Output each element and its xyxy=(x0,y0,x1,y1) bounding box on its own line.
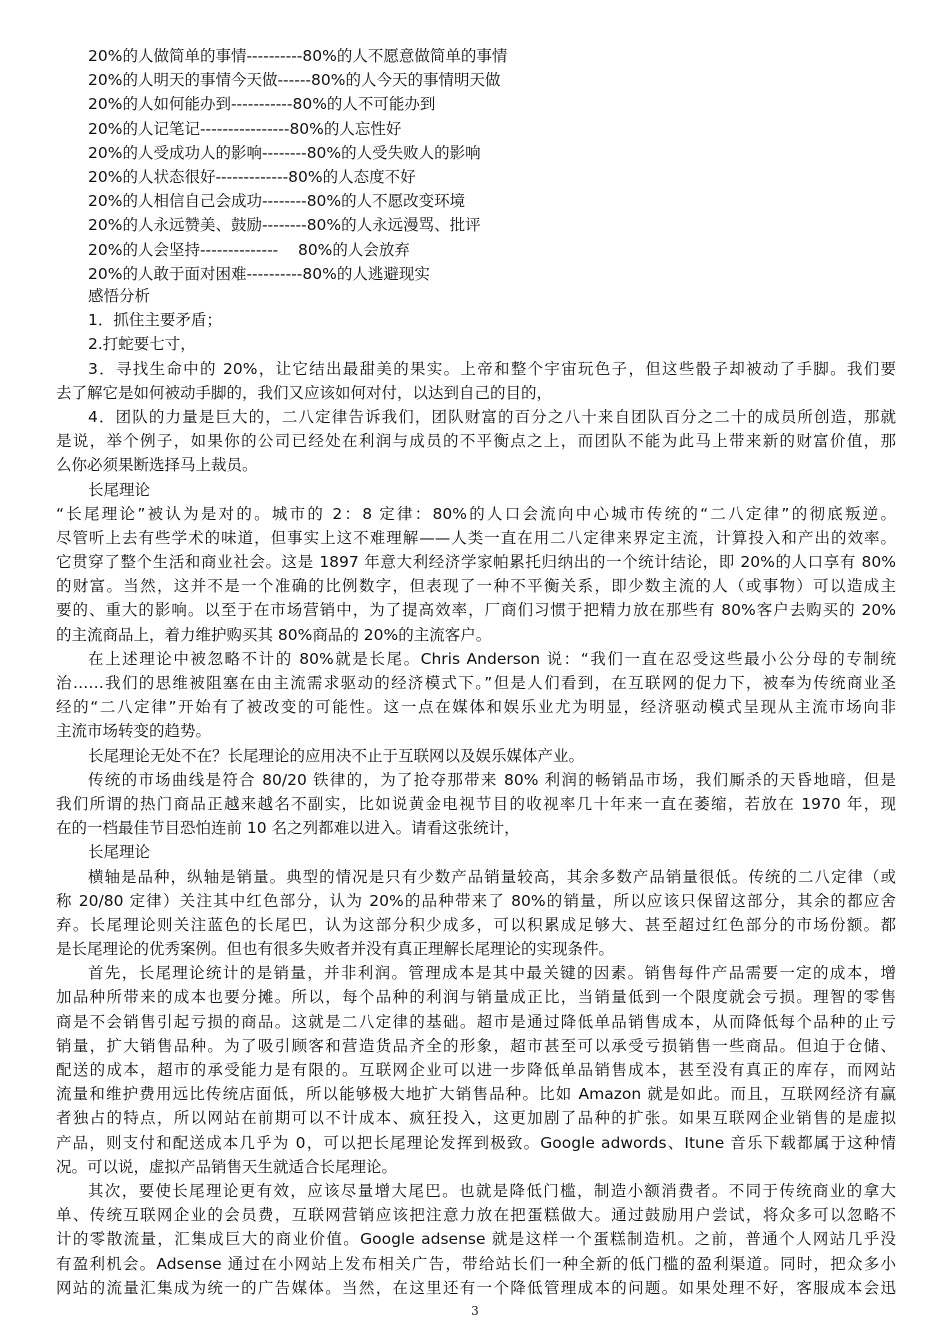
text-line: 尽管听上去有些学术的味道，但事实上这不难理解——人类一直在用二八定律来界定主流，计算投入和产出的效率。 xyxy=(56,528,896,547)
comparison-line: 20%的人如何能办到-----------80%的人不可能办到 xyxy=(88,95,436,114)
text-line: 治……我们的思维被阻塞在由主流需求驱动的经济模式下。”但是人们看到，在互联网的促力下，被奉为传统商业圣 xyxy=(56,674,896,692)
text-line: 的主流商品上，着力维护购买其 80%商品的 20%的主流客户。 xyxy=(56,625,492,644)
text-line: 4．团队的力量是巨大的，二八定律告诉我们，团队财富的百分之八十来自团队百分之二十的成员所创造，那就 xyxy=(88,407,896,426)
text-line: 感悟分析 xyxy=(88,287,151,305)
text-line: 是说，举个例子，如果你的公司已经处在利润与成员的不平衡点之上，而团队不能为此马上带来新的财富价值，那 xyxy=(56,432,896,451)
text-line: 弃。长尾理论则关注蓝色的长尾巴，认为这部分积少成多，可以积累成足够大、甚至超过红色部分的市场份额。都 xyxy=(56,915,896,934)
text-line: 长尾理论无处不在？长尾理论的应用决不止于互联网以及娱乐媒体产业。 xyxy=(88,746,585,765)
text-line: 加品种所带来的成本也要分摊。所以，每个品种的利润与销量成正比，当销量低到一个限度就会亏损。理智的零售 xyxy=(56,988,896,1007)
comparison-line: 20%的人相信自己会成功--------80%的人不愿改变环境 xyxy=(88,192,466,211)
text-line: 商是不会销售引起亏损的商品。这就是二八定律的基础。超市是通过降低单品销售成本，从而降低每个品种的止亏 xyxy=(56,1012,896,1031)
text-line: 其次，要使长尾理论更有效，应该尽量增大尾巴。也就是降低门槛，制造小额消费者。不同于传统商业的拿大 xyxy=(88,1181,896,1200)
text-line: 我们所谓的热门商品正越来越名不副实，比如说黄金电视节目的收视率几十年来一直在萎缩，若放在 1970 年，现 xyxy=(56,794,896,813)
comparison-line: 20%的人会坚持-------------- 80%的人会放弃 xyxy=(88,240,410,259)
text-line: 况。可以说，虚拟产品销售天生就适合长尾理论。 xyxy=(56,1157,398,1176)
body-text xyxy=(56,284,896,1300)
text-line: 长尾理论 xyxy=(88,843,151,862)
text-line: 者独占的特点，所以网站在前期可以不计成本、疯狂投入，这更加剧了品种的扩张。如果互联网企业销售的是虚拟 xyxy=(56,1109,896,1128)
text-line: “长尾理论”被认为是对的。城市的 2：8 定律：80%的人口会流向中心城市传统的“二八定律”的彻底叛逆。 xyxy=(56,504,896,523)
text-line: 首先，长尾理论统计的是销量，并非利润。管理成本是其中最关键的因素。销售每件产品需要一定的成本，增 xyxy=(88,964,896,983)
comparison-line: 20%的人明天的事情今天做------80%的人今天的事情明天做 xyxy=(88,71,501,90)
text-line: 网站的流量汇集成为统一的广告媒体。当然，在这里还有一个降低管理成本的问题。如果处理不好，客服成本会迅 xyxy=(56,1278,896,1297)
text-line: 是长尾理论的优秀案例。但也有很多失败者并没有真正理解长尾理论的实现条件。 xyxy=(56,940,615,959)
text-line: 长尾理论 xyxy=(88,480,151,499)
comparison-line: 20%的人状态很好-------------80%的人态度不好 xyxy=(88,167,416,186)
text-line: 么你必须果断选择马上裁员。 xyxy=(56,456,258,475)
comparison-line: 20%的人受成功人的影响--------80%的人受失败人的影响 xyxy=(88,143,481,162)
text-line: 去了解它是如何被动手脚的，我们又应该如何对付，以达到自己的目的， xyxy=(56,383,553,402)
text-line: 经的“二八定律”开始有了被改变的可能性。这一点在媒体和娱乐业尤为明显，经济驱动模式呈现从主流市场向非 xyxy=(56,698,896,717)
comparison-line: 20%的人做简单的事情----------80%的人不愿意做简单的事情 xyxy=(88,47,508,65)
text-line: 称 20/80 定律）关注其中红色部分，认为 20%的品种带来了 80%的销量，所以应该只保留这部分，其余的都应舍 xyxy=(56,891,896,910)
text-line: 销量，扩大销售品种。为了吸引顾客和营造货品齐全的形象，超市甚至可以承受亏损销售一些商品。但迫于仓储、 xyxy=(56,1036,896,1055)
text-line: 2.打蛇要七寸， xyxy=(88,335,196,354)
text-line: 配送的成本，超市的承受能力是有限的。互联网企业可以进一步降低单品销售成本，甚至没有真正的库存，而网站 xyxy=(56,1061,896,1079)
page-number: 3 xyxy=(471,1304,479,1318)
text-line: 1．抓住主要矛盾； xyxy=(88,311,222,330)
text-line: 单、传统互联网企业的会员费，互联网营销应该把注意力放在把蛋糕做大。通过鼓励用户尝试，将众多可以忽略不 xyxy=(56,1206,896,1225)
comparison-list xyxy=(88,44,608,286)
text-line: 横轴是品种，纵轴是销量。典型的情况是只有少数产品销量较高，其余多数产品销量很低。传统的二八定律（或 xyxy=(88,867,896,886)
text-line: 有盈利机会。Adsense 通过在小网站上发布相关广告，带给站长们一种全新的低门槛的盈利渠道。同时，把众多小 xyxy=(56,1254,896,1273)
text-line: 传统的市场曲线是符合 80/20 铁律的，为了抢夺那带来 80% 利润的畅销品市场，我们厮杀的天昏地暗，但是 xyxy=(88,770,896,789)
text-line: 3．寻找生命中的 20%，让它结出最甜美的果实。上帝和整个宇宙玩色子，但这些骰子却被动了手脚。我们要 xyxy=(88,359,896,378)
text-line: 产品，则支付和配送成本几乎为 0，可以把长尾理论发挥到极致。Google adwords、Itune 音乐下载都属于这种情 xyxy=(56,1133,896,1152)
comparison-line: 20%的人永远赞美、鼓励--------80%的人永远漫骂、批评 xyxy=(88,216,481,235)
text-line: 它贯穿了整个生活和商业社会。这是 1897 年意大利经济学家帕累托归纳出的一个统计结论，即 20%的人口享有 80% xyxy=(56,553,896,572)
text-line: 流量和维护费用远比传统店面低，所以能够极大地扩大销售品种。比如 Amazon 就是如此。而且，互联网经济有赢 xyxy=(56,1085,896,1104)
text-line: 计的零散流量，汇集成巨大的商业价值。Google adsense 就是这样一个蛋糕制造机。之前，普通个人网站几乎没 xyxy=(56,1230,896,1249)
text-line: 在上述理论中被忽略不计的 80%就是长尾。Chris Anderson 说：“我们一直在忍受这些最小公分母的专制统 xyxy=(88,649,896,668)
text-line: 的财富。当然，这并不是一个准确的比例数字，但表现了一种不平衡关系，即少数主流的人（或事物）可以造成主 xyxy=(56,577,896,596)
text-line: 要的、重大的影响。以至于在市场营销中，为了提高效率，厂商们习惯于把精力放在那些有 80%客户去购买的 20% xyxy=(56,601,896,620)
comparison-line: 20%的人记笔记----------------80%的人忘性好 xyxy=(88,119,402,138)
text-line: 主流市场转变的趋势。 xyxy=(56,722,212,741)
comparison-line: 20%的人敢于面对困难----------80%的人逃避现实 xyxy=(88,264,430,283)
text-line: 在的一档最佳节目恐怕连前 10 名之列都难以进入。请看这张统计， xyxy=(56,819,520,838)
